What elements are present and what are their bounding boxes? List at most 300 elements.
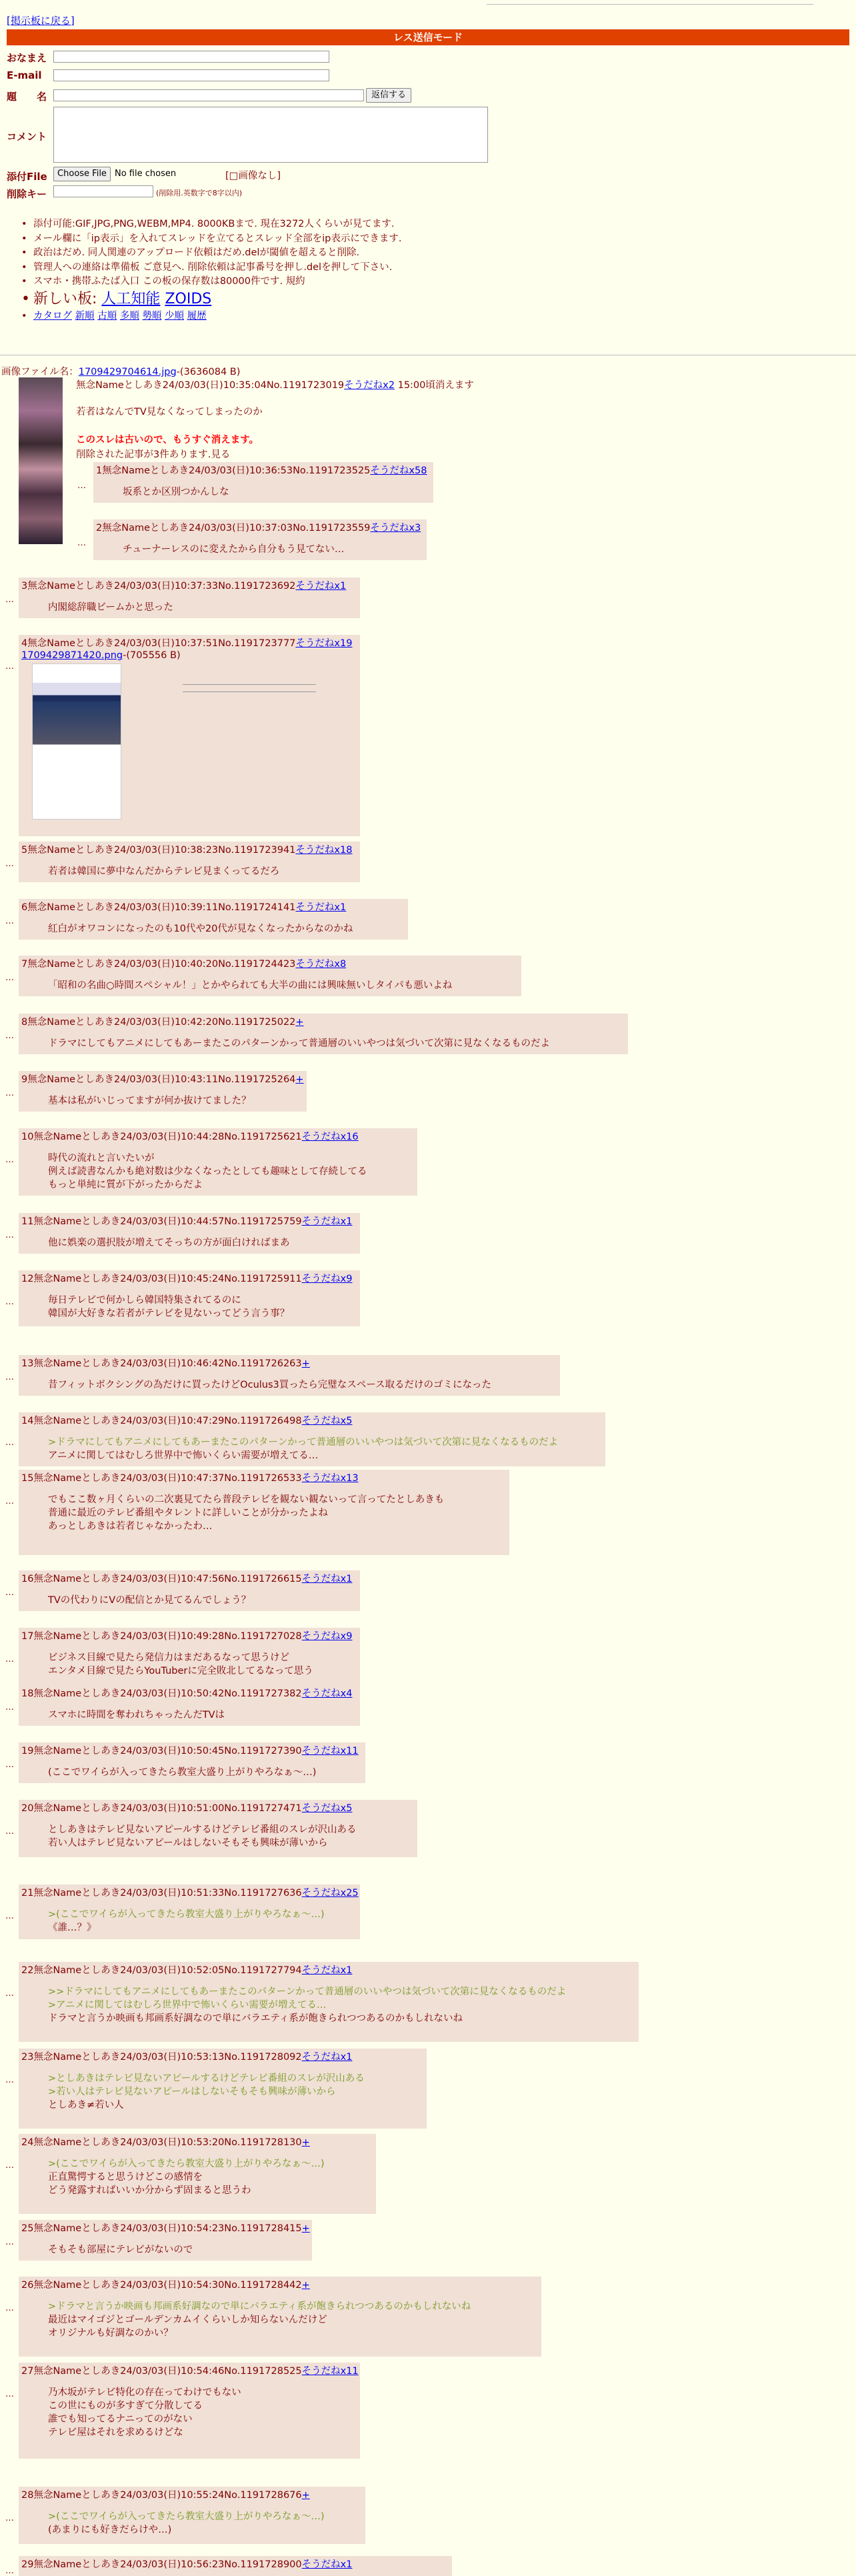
op-body: 若者はなんでTV見なくなってしまったのか (76, 407, 263, 417)
reply-number: 13 (21, 1358, 34, 1369)
reply-header (21, 1415, 603, 1428)
reply-meta[interactable]: 無念Nameとしあき24/03/03(日)10:53:13No.1191728092 (33, 2052, 302, 2063)
reply-body (48, 1294, 357, 1320)
reply-post (93, 462, 433, 503)
reply-line: TVの代わりにVの配信とか見てるんでしょう？ (48, 1595, 251, 1606)
reply-meta[interactable]: 無念Nameとしあき24/03/03(日)10:37:51No.1191723777 (27, 638, 296, 649)
reply-meta[interactable]: 無念Nameとしあき24/03/03(日)10:47:37No.1191726533 (33, 1473, 302, 1484)
reply-header (21, 2365, 357, 2378)
reply-header (21, 1074, 304, 1086)
reply-body (48, 1094, 304, 1108)
sort-link[interactable]: 勢順 (142, 310, 162, 321)
reply-post (19, 2049, 427, 2129)
reply-header (21, 1358, 557, 1370)
reply-marker: … (5, 2566, 15, 2576)
reply-post (19, 1962, 639, 2042)
reply-marker: … (5, 859, 15, 869)
reply-header (21, 1216, 357, 1228)
reply-number: 1 (96, 465, 103, 476)
reply-number: 9 (21, 1074, 28, 1085)
reply-meta[interactable]: 無念Nameとしあき24/03/03(日)10:51:00No.1191727471 (33, 1803, 302, 1814)
subject-input[interactable] (53, 89, 364, 101)
reply-line: 坂系とか区別つかんしな (123, 487, 229, 497)
reply-body (48, 1708, 357, 1722)
reply-header (21, 1131, 415, 1144)
name-input[interactable] (53, 51, 329, 63)
reply-header (21, 1965, 636, 1977)
reply-line: ビジネス目線で見たら発信力はまだあるなって思うけど (48, 1652, 290, 1663)
reply-post (19, 577, 360, 618)
no-image-checkbox[interactable]: [□画像なし] (225, 171, 281, 181)
reply-line: 時代の流れと言いたいが (48, 1153, 155, 1164)
reply-number: 4 (21, 638, 28, 649)
sort-link[interactable]: 少順 (165, 310, 185, 321)
reply-number: 26 (21, 2280, 34, 2291)
new-board-label: 新しい板: (33, 290, 97, 307)
reply-marker: … (5, 1496, 15, 1506)
sodane-button[interactable]: そうだねx5 (301, 1416, 353, 1426)
video-timeline-strip (183, 684, 316, 692)
reply-marker: … (5, 1760, 15, 1770)
reply-meta[interactable]: 無念Nameとしあき24/03/03(日)10:51:33No.1191727636 (33, 1888, 302, 1898)
note-item: • メール欄に「ip表示」を入れてスレッドを立てるとスレッド全部をip表示にできます. (20, 232, 402, 247)
sodane-button[interactable]: そうだねx11 (301, 1746, 359, 1756)
reply-line: 例えば読書なんかも絶対数は少なくなったとしても趣味として存続してる (48, 1166, 367, 1177)
reply-line: チューナーレスのに変えたから自分もう見てない… (123, 544, 345, 555)
reply-line: あっとしあきは若者じゃなかったわ… (48, 1521, 213, 1532)
subject-label: 題 名 (7, 91, 47, 103)
board-notes (20, 217, 402, 323)
sort-link[interactable]: 多順 (119, 310, 139, 321)
reply-meta[interactable]: 無念Nameとしあき24/03/03(日)10:42:20No.1191725022 (27, 1017, 296, 1028)
sodane-button[interactable]: そうだねx13 (301, 1473, 359, 1484)
reply-meta[interactable]: 無念Nameとしあき24/03/03(日)10:40:20No.1191724423 (27, 959, 296, 970)
sodane-button[interactable]: そうだねx11 (301, 2366, 359, 2377)
reply-post (19, 2363, 360, 2459)
reply-meta[interactable]: 無念Nameとしあき24/03/03(日)10:50:45No.1191727390 (33, 1746, 302, 1756)
reply-post (19, 2277, 541, 2357)
reply-body (48, 2243, 309, 2257)
sodane-button[interactable]: そうだねx1 (301, 1965, 353, 1976)
op-meta: 無念Nameとしあき24/03/03(日)10:35:04No.1191723019 (76, 380, 345, 391)
reply-header (21, 1802, 415, 1815)
reply-number: 25 (21, 2223, 34, 2234)
reply-number: 29 (21, 2559, 34, 2570)
delete-key-label: 削除キー (7, 188, 47, 200)
reply-header (21, 637, 357, 650)
name-label: おなまえ (7, 52, 47, 64)
reply-header (21, 844, 357, 857)
reply-post (19, 1014, 628, 1054)
reply-line: オリジナルも好調なのかい？ (48, 2328, 173, 2339)
reply-number: 12 (21, 1274, 34, 1284)
reply-meta[interactable]: 無念Nameとしあき24/03/03(日)10:44:28No.1191725621 (33, 1132, 302, 1142)
reply-number: 7 (21, 959, 28, 970)
sodane-plus-button[interactable]: + (301, 2280, 310, 2291)
reply-post (19, 2134, 376, 2214)
reply-header (21, 1688, 357, 1700)
comment-textarea[interactable] (53, 107, 488, 163)
reply-marker: … (5, 2513, 15, 2523)
reply-post (19, 1412, 605, 1466)
reply-number: 11 (21, 1216, 34, 1227)
reply-number: 23 (21, 2052, 34, 2063)
reply-line: ドラマと言うか映画も邦画系好調なので単にバラエティ系が飽きられつつあるのかもしれないね (48, 2013, 463, 2024)
reply-line: 《誰…？》 (48, 1922, 97, 1933)
reply-marker: … (5, 1654, 15, 1664)
reply-body (48, 1594, 357, 1607)
sort-link[interactable]: 古順 (97, 310, 117, 321)
reply-number: 3 (21, 581, 28, 591)
reply-line: ドラマにしてもアニメにしてもあーまたこのパターンかって普通層のいいやつは気づいて次第に見なくなるものだよ (48, 1038, 550, 1049)
delete-key-note: (削除用.英数字で8字以内) (156, 189, 243, 197)
sodane-plus-button[interactable]: + (301, 2137, 310, 2148)
reply-line: アニメに関してはむしろ世界中で怖いくらい需要が増えてる… (48, 1450, 319, 1461)
reply-marker: … (5, 973, 15, 983)
sodane-button[interactable]: そうだねx8 (295, 959, 347, 970)
sodane-plus-button[interactable]: + (301, 1358, 310, 1369)
reply-meta[interactable]: 無念Nameとしあき24/03/03(日)10:53:20No.1191728130 (33, 2137, 302, 2148)
reply-body (123, 485, 431, 499)
quote-line: >(ここでワイらが入ってきたら教室大盛り上がりやろなぁ〜…) (48, 2159, 325, 2169)
new-board-link[interactable]: 人工知能 (101, 290, 161, 307)
reply-number: 24 (21, 2137, 34, 2148)
reply-line: テレビ屋はそれを求めるけどな (48, 2427, 183, 2438)
reply-header (21, 1887, 357, 1900)
reply-line: 乃木坂がテレビ特化の存在ってわけでもない (48, 2387, 241, 2398)
reply-marker: … (5, 1372, 15, 1382)
reply-marker: … (5, 2389, 15, 2399)
note-item: • スマホ・携帯ふたば入口 この板の保存数は80000件です. 規約 (20, 275, 402, 289)
sodane-button[interactable]: そうだねx1 (301, 2052, 353, 2063)
reply-line: としあきはテレビ見ないアピールするけどテレビ番組のスレが沢山ある (48, 1824, 357, 1835)
reply-number: 14 (21, 1416, 34, 1426)
choose-file-button[interactable]: Choose File (53, 167, 111, 181)
reply-body (48, 1037, 625, 1050)
new-board-row (20, 289, 402, 309)
file-size: -(3636084 B) (176, 367, 241, 377)
reply-number: 19 (21, 1746, 34, 1756)
reply-body (48, 1766, 363, 1779)
reply-meta[interactable]: 無念Nameとしあき24/03/03(日)10:44:57No.1191725759 (33, 1216, 302, 1227)
note-item: • 政治はだめ. 同人関連のアップロード依頼はだめ.delが閾値を超えると削除. (20, 246, 402, 261)
reply-body (48, 2300, 539, 2340)
reply-body (48, 1436, 603, 1462)
reply-post (19, 1270, 360, 1326)
reply-header (21, 2137, 373, 2149)
reply-meta[interactable]: 無念Nameとしあき24/03/03(日)10:52:05No.1191727794 (33, 1965, 302, 1976)
quote-line: >若い人はテレビ見ないアピールはしないそもそも興味が薄いから (48, 2087, 336, 2097)
top-divider (487, 4, 813, 5)
sodane-button[interactable]: そうだねx1 (301, 2559, 353, 2570)
history-link[interactable]: 履歴 (187, 310, 207, 321)
reply-body (48, 865, 357, 878)
reply-body (123, 543, 424, 556)
reply-post (19, 1470, 509, 1555)
reply-number: 28 (21, 2490, 34, 2501)
sodane-plus-button[interactable]: + (301, 2223, 310, 2234)
op-header (76, 377, 474, 391)
catalog-row (20, 309, 402, 324)
reply-line: 「昭和の名曲○時間スペシャル！」とかやられても大半の曲には興味無いしタイパも悪いよね (48, 980, 453, 991)
quote-line: >(ここでワイらが入ってきたら教室大盛り上がりやろなぁ〜…) (48, 1909, 325, 1920)
reply-body (48, 922, 405, 936)
reply-marker: … (5, 916, 15, 926)
reply-meta[interactable]: 無念Nameとしあき24/03/03(日)10:55:24No.1191728676 (33, 2490, 302, 2501)
reply-post (19, 1884, 360, 1939)
reply-post (19, 1128, 417, 1196)
reply-marker: … (5, 662, 15, 672)
reply-post (19, 635, 360, 836)
reply-meta[interactable]: 無念Nameとしあき24/03/03(日)10:43:11No.1191725264 (27, 1074, 296, 1085)
quote-line: >アニメに関してはむしろ世界中で怖いくらい需要が増えてる… (48, 2000, 327, 2011)
file-status: No file chosen (115, 169, 177, 179)
reply-meta[interactable]: 無念Nameとしあき24/03/03(日)10:56:23No.1191728900 (33, 2559, 302, 2570)
reply-meta[interactable]: 無念Nameとしあき24/03/03(日)10:38:23No.1191723941 (27, 845, 296, 856)
sort-link[interactable]: 新順 (75, 310, 95, 321)
new-board-link[interactable]: ZOIDS (165, 290, 212, 307)
sodane-button[interactable]: そうだねx1 (301, 1216, 353, 1227)
reply-line: 若者は韓国に夢中なんだからテレビ見まくってるだろ (48, 866, 280, 877)
reply-number: 15 (21, 1473, 34, 1484)
back-to-board-link[interactable]: [掲示板に戻る] (7, 15, 75, 27)
reply-body (48, 1378, 557, 1392)
reply-meta[interactable]: 無念Nameとしあき24/03/03(日)10:54:23No.1191728415 (33, 2223, 302, 2234)
reply-body (48, 979, 519, 992)
reply-meta[interactable]: 無念Nameとしあき24/03/03(日)10:46:42No.1191726263 (33, 1358, 302, 1369)
reply-header (21, 2279, 539, 2292)
reply-post (19, 956, 521, 996)
reply-header (21, 1016, 625, 1029)
reply-post (19, 1213, 360, 1254)
sodane-button[interactable]: そうだねx5 (301, 1803, 353, 1814)
reply-image-link[interactable]: 1709429871420.png (21, 650, 123, 661)
reply-meta[interactable]: 無念Nameとしあき24/03/03(日)10:49:28No.1191727028 (33, 1631, 302, 1642)
sodane-button[interactable]: そうだねx16 (301, 1132, 359, 1142)
reply-header (96, 522, 424, 535)
reply-meta[interactable]: 無念Nameとしあき24/03/03(日)10:37:33No.1191723692 (27, 581, 296, 591)
deleted-notice: 削除された記事が3件あります.見る (76, 449, 231, 460)
quote-line: >ドラマにしてもアニメにしてもあーまたこのパターンかって普通層のいいやつは気づいて次第に見なくなるものだよ (48, 1437, 559, 1448)
old-thread-warning: このスレは古いので、もうすぐ消えます。 (76, 435, 259, 445)
reply-header (21, 580, 357, 593)
reply-body (48, 1985, 636, 2025)
reply-body (48, 2072, 424, 2112)
reply-line: 若い人はテレビ見ないアピールはしないそもそも興味が薄いから (48, 1838, 328, 1848)
reply-meta[interactable]: 無念Nameとしあき24/03/03(日)10:54:46No.1191728525 (33, 2366, 302, 2377)
reply-body (48, 2386, 357, 2439)
reply-post (19, 1742, 365, 1783)
reply-body (48, 1651, 357, 1678)
reply-number: 21 (21, 1888, 34, 1898)
reply-number: 27 (21, 2366, 34, 2377)
reply-marker: … (5, 1911, 15, 1921)
file-label-text: 画像ファイル名： (1, 367, 79, 377)
file-label: 添付File (7, 171, 47, 183)
reply-body (48, 2157, 373, 2197)
reply-marker: … (5, 2075, 15, 2085)
reply-line: (あまりにも好きだらけや…) (48, 2525, 172, 2535)
reply-number: 18 (21, 1688, 34, 1699)
reply-number: 5 (21, 845, 28, 856)
reply-marker: … (5, 2237, 15, 2247)
reply-body (48, 2510, 363, 2537)
form-title: レス送信モード (7, 29, 849, 45)
reply-post (19, 1685, 360, 1726)
reply-body (48, 1236, 357, 1250)
note-item: • 管理人への連絡は準備板 ご意見へ. 削除依頼は記事番号を押し.delを押して下さい. (20, 261, 402, 275)
note-item: • 添付可能:GIF,JPG,PNG,WEBM,MP4. 8000KBまで. 現在3272人くらいが見てます. (20, 217, 402, 232)
reply-marker: … (5, 1826, 15, 1836)
reply-marker: … (5, 1588, 15, 1598)
sodane-button[interactable]: そうだねx1 (295, 902, 347, 913)
reply-line: もっと単純に質が下がったからだよ (48, 1180, 203, 1190)
reply-post (19, 1628, 360, 1685)
sodane-button[interactable]: そうだねx9 (301, 1274, 353, 1284)
reply-meta[interactable]: 無念Nameとしあき24/03/03(日)10:47:56No.1191726615 (33, 1574, 302, 1584)
reply-line: 普通に最近のテレビ番組やタレントに詳しいことが分かったよね (48, 1508, 328, 1518)
reply-header (21, 1573, 357, 1586)
reply-post (19, 2556, 452, 2576)
reply-line: スマホに時間を奪われちゃったんだTVは (48, 1710, 225, 1720)
reply-header (21, 958, 519, 971)
reply-meta[interactable]: 無念Nameとしあき24/03/03(日)10:39:11No.1191724141 (27, 902, 296, 913)
sodane-button[interactable]: そうだねx1 (301, 1574, 353, 1584)
reply-line: 韓国が大好きな若者がテレビを見ないってどう言う事？ (48, 1308, 290, 1319)
op-file-line (1, 364, 240, 378)
reply-line: 内閣総辞職ビームかと思った (48, 602, 173, 613)
reply-marker: … (77, 538, 87, 548)
reply-meta[interactable]: 無念Nameとしあき24/03/03(日)10:45:24No.1191725911 (33, 1274, 302, 1284)
reply-line: 誰でも知ってるナニってのがない (48, 2414, 193, 2425)
sodane-button[interactable]: そうだねx3 (370, 523, 421, 533)
sodane-plus-button[interactable]: + (295, 1074, 304, 1085)
reply-line: 紅白がオワコンになったのも10代や20代が見なくなったからなのかね (48, 924, 353, 934)
reply-post (19, 1355, 560, 1396)
email-label: E-mail (7, 69, 42, 81)
reply-post (19, 842, 360, 882)
reply-header (21, 2051, 424, 2064)
sodane-button[interactable]: そうだねx2 (344, 380, 395, 391)
reply-header (21, 1745, 363, 1758)
catalog-link[interactable]: カタログ (33, 310, 72, 321)
reply-body (48, 1908, 357, 1935)
reply-marker: … (77, 481, 87, 491)
reply-line: そもそも部屋にテレビがないので (48, 2245, 193, 2255)
reply-header (21, 2489, 363, 2502)
reply-header (96, 465, 431, 477)
reply-post (19, 1800, 417, 1857)
reply-marker: … (5, 1438, 15, 1448)
reply-post (93, 519, 427, 560)
reply-meta[interactable]: 無念Nameとしあき24/03/03(日)10:54:30No.1191728442 (33, 2280, 302, 2291)
reply-body (48, 601, 357, 614)
file-size: -(705556 B) (123, 650, 181, 661)
sodane-plus-button[interactable]: + (301, 2490, 310, 2501)
reply-line: 最近はマイゴジとゴールデンカムイくらいしか知らないんだけど (48, 2315, 327, 2325)
reply-post (19, 2487, 365, 2544)
reply-header (21, 902, 405, 914)
reply-body (48, 1823, 415, 1850)
reply-line: 他に娯楽の選択肢が増えてそっちの方が面白ければまあ (48, 1238, 290, 1248)
reply-header (21, 1472, 507, 1485)
reply-header (21, 2223, 309, 2235)
reply-line: 正直驚愕すると思うけどこの感情を (48, 2172, 203, 2183)
reply-number: 2 (96, 523, 103, 533)
reply-post (19, 2220, 312, 2261)
reply-line: でもここ数ヶ月くらいの二次裏見てたら普段テレビを観ない観ないって言ってたとしあきも (48, 1494, 445, 1505)
reply-meta[interactable]: 無念Nameとしあき24/03/03(日)10:47:29No.1191726498 (33, 1416, 302, 1426)
comment-label: コメント (7, 131, 47, 143)
reply-marker: … (5, 595, 15, 605)
reply-line: としあき≠若い人 (48, 2100, 124, 2111)
reply-number: 6 (21, 902, 28, 913)
reply-marker: … (5, 1031, 15, 1041)
reply-header (21, 1630, 357, 1643)
reply-line: (ここでワイらが入ってきたら教室大盛り上がりやろなぁ〜…) (48, 1767, 317, 1778)
op-thumbnail[interactable] (19, 377, 63, 544)
sodane-button[interactable]: そうだねx58 (370, 465, 427, 476)
reply-number: 22 (21, 1965, 34, 1976)
reply-marker: … (5, 1088, 15, 1098)
reply-marker: … (5, 2303, 15, 2313)
reply-body (48, 1152, 415, 1192)
reply-post (19, 899, 408, 940)
reply-meta[interactable]: 無念Nameとしあき24/03/03(日)10:37:03No.1191723559 (102, 523, 371, 533)
reply-number: 17 (21, 1631, 34, 1642)
reply-marker: … (5, 1702, 15, 1712)
sodane-button[interactable]: そうだねx9 (301, 1631, 353, 1642)
reply-meta[interactable]: 無念Nameとしあき24/03/03(日)10:36:53No.1191723525 (102, 465, 371, 476)
op-image-link[interactable]: 1709429704614.jpg (78, 367, 177, 377)
reply-meta[interactable]: 無念Nameとしあき24/03/03(日)10:50:42No.1191727382 (33, 1688, 302, 1699)
submit-button[interactable]: 返信する (366, 88, 411, 103)
reply-line: エンタメ目線で見たらYouTuberに完全敗北してるなって思う (48, 1666, 313, 1676)
reply-marker: … (5, 1155, 15, 1165)
quote-line: >(ここでワイらが入ってきたら教室大盛り上がりやろなぁ〜…) (48, 2511, 325, 2522)
sodane-button[interactable]: そうだねx1 (295, 581, 347, 591)
sodane-button[interactable]: そうだねx4 (301, 1688, 353, 1699)
sodane-button[interactable]: そうだねx25 (301, 1888, 359, 1898)
reply-line: 昔フィットボクシングの為だけに買ったけどOculus3買ったら完璧なスペース取るだけのゴミになった (48, 1380, 492, 1390)
reply-line: 毎日テレビで何かしら韓国特集されてるのに (48, 1295, 241, 1306)
reply-thumbnail[interactable] (32, 664, 121, 820)
reply-marker: … (5, 2161, 15, 2171)
reply-marker: … (5, 1989, 15, 1999)
reply-number: 16 (21, 1574, 34, 1584)
expire-time: 15:00頃消えます (397, 380, 474, 391)
reply-number: 8 (21, 1017, 28, 1028)
reply-line: この世にものが多すぎて分散してる (48, 2401, 203, 2411)
reply-marker: … (5, 1230, 15, 1240)
reply-number: 10 (21, 1132, 34, 1142)
reply-marker: … (5, 1297, 15, 1307)
sodane-button[interactable]: そうだねx19 (295, 638, 353, 649)
sodane-button[interactable]: そうだねx18 (295, 845, 353, 856)
sodane-plus-button[interactable]: + (295, 1017, 304, 1028)
reply-file-line (21, 650, 357, 661)
reply-post (19, 1570, 360, 1611)
reply-header (21, 2559, 449, 2571)
email-input[interactable] (53, 69, 329, 81)
delete-key-input[interactable] (53, 185, 153, 197)
reply-post (19, 1071, 307, 1112)
quote-line: >ドラマと言うか映画も邦画系好調なので単にバラエティ系が飽きられつつあるのかもしれないね (48, 2301, 471, 2312)
reply-line: どう発露すればいいか分からず固まると思うわ (48, 2185, 251, 2196)
reply-header (21, 1273, 357, 1286)
reply-number: 20 (21, 1803, 34, 1814)
quote-line: >としあきはテレビ見ないアピールするけどテレビ番組のスレが沢山ある (48, 2073, 365, 2084)
